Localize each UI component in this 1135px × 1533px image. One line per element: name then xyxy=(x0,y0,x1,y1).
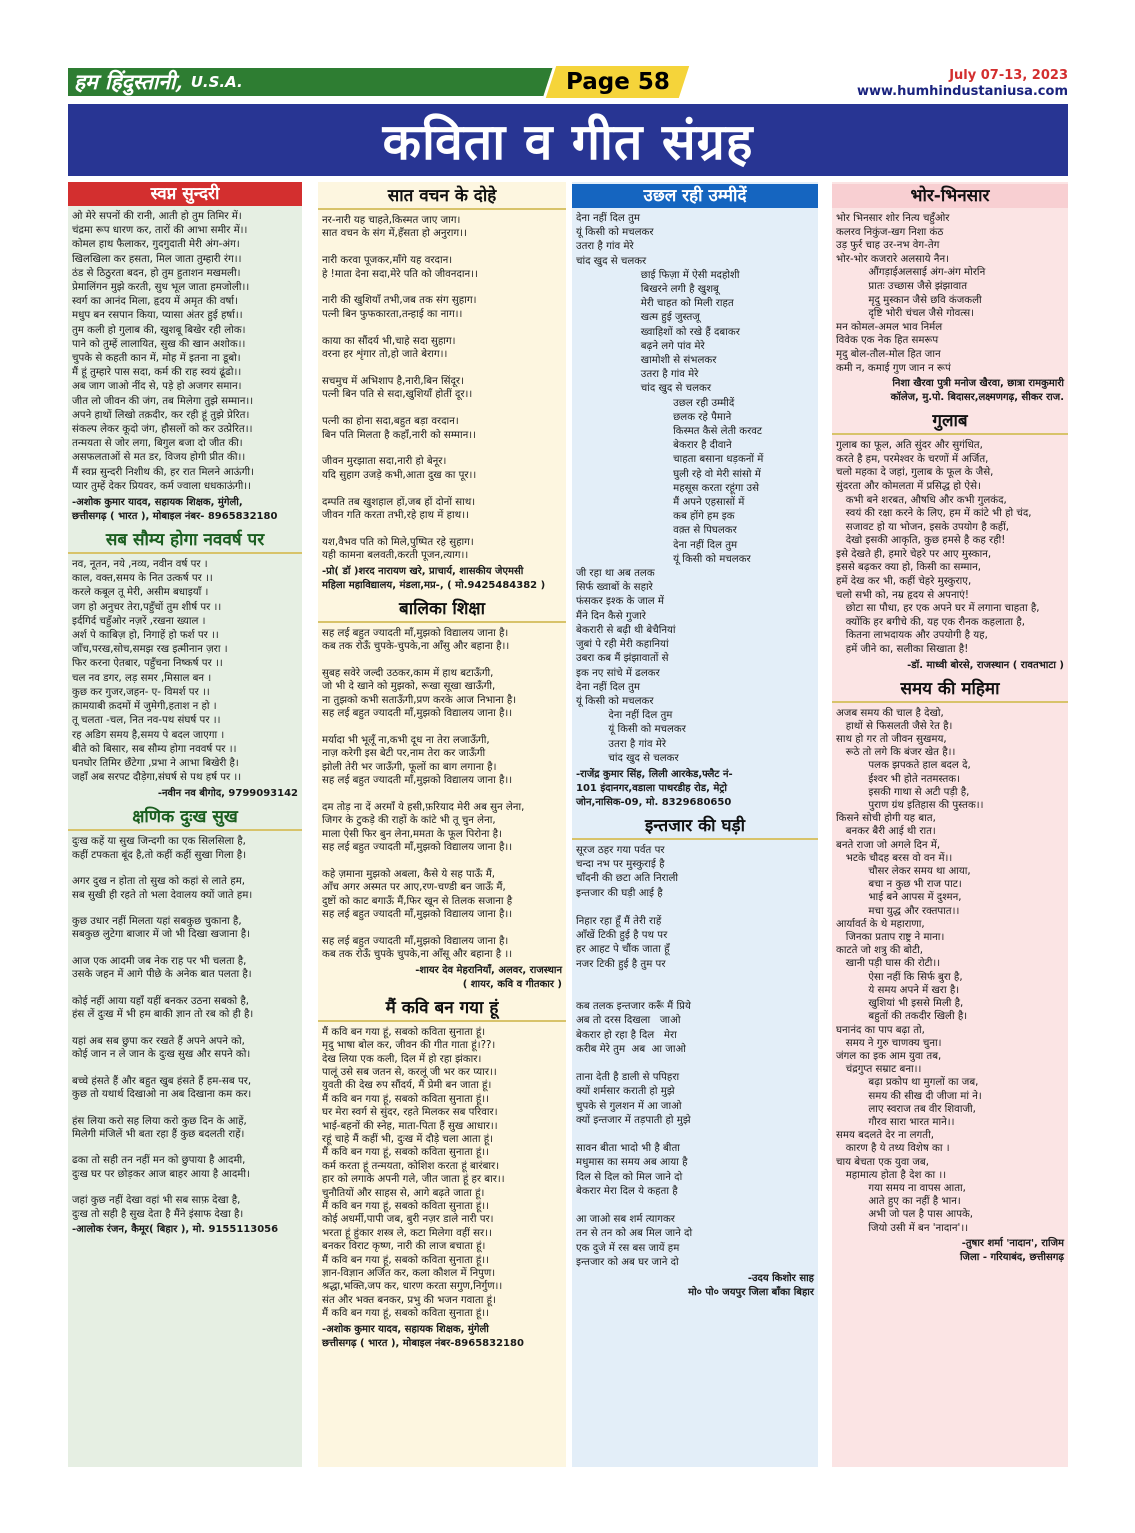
poem-title: इन्तजार की घड़ी xyxy=(572,814,818,840)
page-number-badge xyxy=(543,66,689,98)
poem-text: नव, नूतन, नये ,नव्य, नवीन वर्ष पर । काल, वक्त,समय के नित उत्कर्ष पर ।। करले कबूल तू मेरी, असीम बधाइयाँ । जग हो अनुचर तेरा,पहुँचों तुम शीर्ष पर ।। इर्दगिर्द चहुँओर नज़रें ,रखना ख्याल । अर्श पे काबिज़ हो, निगाहें हो फर्श पर ।। जाँच,परख,सोच,समझ रख इत्मीनान ज़रा । फिर करना ऐतबार, पहुँचना निष्कर्ष पर ।। चल नव डगर, लड़ समर ,मिसाल बन । कुछ कर गुजर,जहन- ए- विमर्श पर ।। क़ामयाबी क़दमों में जुमेगी,हताश न हो । तू चलता -चल, नित नव-पथ संघर्ष पर ।। रह अडिग समय है,समय पे बदल जाएगा । बीते को बिसार, सब सौम्य होगा नववर्ष पर ।। घनघोर तिमिर छँटेगा ,प्रभा ने आभा बिखेरी है। जहाँ अब सरपट दौड़ेगा,संघर्ष से पथ हर्ष पर ।। xyxy=(72,559,242,784)
issue-date: July 07-13, 2023 xyxy=(949,68,1068,83)
poem-title: समय की महिमा xyxy=(832,677,1068,703)
poem-title: सब सौम्य होगा नववर्ष पर xyxy=(68,528,302,554)
poem-text: मैं कवि बन गया हूं, सबको कविता सुनाता हूं। मृदु भाषा बोल कर, जीवन की गीत गाता हूं।??। देख लिया एक कली, दिल में हो रहा झंकार। पालूं उसे सब जतन से, करलूं जी भर कर प्यार।। युवती की देख रुप सौंदर्य, मैं प्रेमी बन जाता हूं। मैं कवि बन गया हूं, सबको कविता सुनाता हूं।। घर मेरा स्वर्ग से सुंदर, रहते मिलकर सब परिवार। भाई-बहनों की स्नेह, माता-पिता हैं सुख आधार।। रहूं चाहे मैं कहीं भी, दुःख में दौड़े चला आता हूं। मैं कवि बन गया हूं, सबको कविता सुनाता हूं।। कर्म करता हूं तन्मयता, कोशिश करता हूं बारंबार। हार को लगाके अपनी गले, जीत जाता हूं हर बार।। चुनौतियों और साहस से, आगे बढ़ते जाता हूं। मैं कवि बन गया हूं, सबको कविता सुनाता हूं।। कोई अधर्मी,पापी जब, बुरी नज़र डाले नारी पर। भरता हूं हुंकार शस्त्र ले, कटा मिलेगा वहीं सर।। बनकर विराट कृष्ण, नारी की लाज बचाता हूं। मैं कवि बन गया हूं, सबको कविता सुनाता हूं।। ज्ञान-विज्ञान अर्जित कर, कला कौशल में निपुण। श्रद्धा,भक्ति,जप कर, धारण करता सगुण,निर्गुण।। संत और भक्त बनकर, प्रभु की भजन गवाता हूं। मैं कवि बन गया हूं, सबको कविता सुनाता हूं।। xyxy=(322,1026,505,1320)
website-link[interactable]: www.humhindustaniusa.com xyxy=(856,84,1068,99)
page-number: Page 58 xyxy=(565,69,670,95)
poem-text: दुःख कहें या सुख जिन्दगी का एक सिलसिला है, कहीं टपकता बूंद है,तो कहीं कहीं सुखा गिला है। अगर दुख न होता तो सुख को कहां से लाते हम, सब सुखी ही रहते तो भला देवालय क्यों जाते हम। कुछ उधार नहीं मिलता यहां सबकुछ चुकाना है, सबकुछ लुटेगा बाजार में जो भी दिखा खजाना है। आज एक आदमी जब नेक राह पर भी चलता है, उसके जहन में आगे पीछे के अनेक बात पलता है। कोई नहीं आया यहाँ यहीं बनकर उठना सबको है, हंस लें दुःख में भी हम बाकी ज्ञान तो रब को ही है। यहां अब सब छुपा कर रखते हैं अपने अपने को, कोई जान न ले जान के दुःख सुख और सपने को। बच्चे हंसते हैं और बहुत खुब हंसते हैं हम-सब पर, कुछ तो यथार्थ दिखाओ ना अब दिखाना कम कर। हंस लिया करो सह लिया करो कुछ दिन के आहें, मिलेगी मंजिलें भी बता रहा हैं कुछ बदलती राहें। ढका तो सही तन नहीं मन को छुपाया है आदमी, दुःख घर पर छोड़कर आज बाहर आया है आदमी। जहां कुछ नहीं देखा वहां भी सब साफ़ देखा है, दुःख तो सही है सुख देता है मैंने इंसाफ देखा है। xyxy=(72,836,254,1220)
section-banner xyxy=(68,104,1068,176)
poem-title: गुलाब xyxy=(832,409,1068,435)
poem-author: निशा खैरवा पुत्री मनोज खैरवा, छात्रा रामकुमारी कॉलेज, मु.पो. बिदासर,लक्ष्मणगढ़, सीकर राज. xyxy=(890,378,1064,404)
poem-author: -अशोक कुमार यादव, सहायक शिक्षक, मुंगेली, छत्तीसगढ़ ( भारत ), मोबाइल नंबर- 8965832180 xyxy=(72,497,278,523)
page-title: कविता व गीत संग्रह xyxy=(382,113,754,171)
masthead-region: U.S.A. xyxy=(190,73,243,91)
poem-title: क्षणिक दुःख सुख xyxy=(68,805,302,831)
poem-text: ओ मेरे सपनों की रानी, आती हो तुम तिमिर में। चंद्रमा रूप धारण कर, तारों की आभा समीर में।। कोमल हाथ फैलाकर, गुदगुदाती मेरी अंग-अंग। खिलखिला कर हसता, मिल जाता तुम्हारी रंग।। ठंड से ठिठुरता बदन, हो तुम हुताशन मखमली। प्रेमालिंगन मुझे करती, सुध भूल जाता हमजोली।। स्वर्ग का आनंद मिला, हृदय में अमृत की वर्षा। मधुप बन रसपान किया, प्यासा अंतर हुई हर्षा।। तुम कली हो गुलाब की, खुशबू बिखेर रही लोक। पाने को तुम्हें लालायित, सुख की खान अशोक।। चुपके से कहती कान में, मोह में इतना ना डूबो। मैं हूं तुम्हारे पास सदा, कर्म की राह स्वयं ढूंढो।। अब जाग जाओ नींद से, पड़े हो अजगर समान। जीत लो जीवन की जंग, तब मिलेगा तुझे सम्मान।। अपने हाथों लिखो तक़दीर, कर रही हूं तुझे प्रेरित। संकल्प लेकर कूदो जंग, हौसलों को कर उत्प्रेरित।। तन्मयता से जोर लगा, बिगुल बजा दो जीत की। असफलताओं से मत डर, विजय होगी प्रीत की।। मैं स्वप्न सुन्दरी निशीथ की, हर रात मिलने आऊंगी। प्यार तुम्हें देकर प्रियवर, कर्म ज्वाला धधकाऊंगी।। xyxy=(72,211,254,492)
poem-title: उछल रही उम्मीदें xyxy=(572,184,818,208)
poem-author: -प्रो( डॉ )शरद नारायण खरे, प्राचार्य, शासकीय जेएमसी महिला महाविद्यालय, मंडला,मप्र-, ( मो.9425484382 ) xyxy=(322,565,546,591)
poem-author: -नवीन नव बीगोद, 9799093142 xyxy=(157,788,298,800)
column-4 xyxy=(832,182,1068,1467)
column-2 xyxy=(318,182,566,1467)
masthead-bar xyxy=(68,68,560,96)
poem-text: सूरज ठहर गया पर्वत पर चन्दा नभ पर मुस्कुराई है चाँदनी की छटा अति निराली इन्तजार की घड़ी आई है निहार रहा हूँ मैं तेरी राहें आँखें टिकी हुई है पथ पर हर आहट पे चौंक जाता हूँ नजर टिकी हुई है तुम पर कब तलक इन्तजार करूँ मैं प्रिये अब तो दरस दिखला जाओ बेकरार हो रहा है दिल मेरा करीब मेरे तुम अब आ जाओ ताना देती है डाली से पपिहरा क्यों शर्मसार कराती हो मुझे चुपके से गुलशन में आ जाओ क्यों इन्तजार में तड़पाती हो मुझे सावन बीता भादो भी है बीता मधुमास का समय अब आया है दिल से दिल को मिल जाने दो बेकरार मेरा दिल ये कहता है आ जाओ सब शर्म त्यागकर तन से तन को अब मिल जाने दो एक दुजे में रस बस जायें हम इन्तजार को अब घर जाने दो xyxy=(576,844,693,1268)
poem-author: -राजेंद्र कुमार सिंह, लिली आरकेड,फ्लैट नं- 101 इंदानगर,वडाला पाथरडीह रोड, मेट्रो जोन,नासिक-09, मो. 8329680650 xyxy=(576,768,733,808)
poem-title: स्वप्न सुन्दरी xyxy=(68,182,302,206)
poem-text: भोर भिनसार शोर नित्य चहुँओर कलरव निकुंज-खग निशा कंठ उड़ फुर्र चाह उर-नभ वेग-तेग भोर-भोर कजरारे अलसाये नैन। औंगड़ाईअलसाई अंग-अंग मोरनि प्रातः उच्छास जैसे झंझावात मृदु मुस्कान जैसे छवि कंजकली दृष्टि भोरी चंचल जैसे गोवत्स। मन कोमल-अमल भाव निर्मल विवेक एक नेक हित समरूप मृदु बोल-तौल-मोल हित जान कमी न, कमाई गुण जान न रूपं xyxy=(836,213,986,374)
poem-title: सात वचन के दोहे xyxy=(318,184,566,210)
poem-title: मैं कवि बन गया हूं xyxy=(318,996,566,1022)
poem-text: सह लई बहुत ज्यादती माँ,मुझको विद्यालय जाना है। कब तक रोऊँ चुपके-चुपके,ना आँसु और बहाना है।। सुबह सवेरे जल्दी उठकर,काम में हाथ बटाऊँगी, जो भी दे खाने को मुझको, रूखा सूखा खाऊँगी, ना तुझको कभी सताऊँगी,प्रण करके आज निभाना है। सह लई बहुत ज्यादती माँ,मुझको विद्यालय जाना है।। मर्यादा भी भूलूँ ना,कभी दूध ना तेरा लजाऊँगी, नाज़ करेगी इस बेटी पर,नाम तेरा कर जाऊँगी झोली तेरी भर जाऊँगी, फूलों का बाग लगाना है। सह लई बहुत ज्यादती माँ,मुझको विद्यालय जाना है।। दम तोड़ ना दें अरमाँ ये हसी,फ़रियाद मेरी अब सुन लेना, जिगर के टुकड़े की राहों के कांटे भी तू चुन लेना, माला ऐसी फिर बुन लेना,ममता के फूल पिरोना है। सह लई बहुत ज्यादती माँ,मुझको विद्यालय जाना है।। कहे ज़माना मुझको अबला, कैसे ये सह पाऊँ मैं, आँच अगर अस्मत पर आए,रण-चण्डी बन जाऊँ मैं, दुष्टों को काट बगाऊँ मैं,फिर खून से तिलक सजाना है सह लई बहुत ज्यादती माँ,मुझको विद्यालय जाना है।। सह लई बहुत ज्यादती माँ,मुझको विद्यालय जाना है। कब तक रोऊँ चुपके चुपके,ना आँसू और बहाना है ।। xyxy=(322,627,525,961)
poem-text: नर-नारी यह चाहते,किस्मत जाए जाग। सात वचन के संग में,हँसता हो अनुराग।। नारी करवा पूजकर,माँगे यह वरदान। हे !माता देना सदा,मेरे पति को जीवनदान।। नारी की खुशियाँ तभी,जब तक संग सुहाग। पत्नी बिन फुफकारता,तन्हाई का नाग।। काया का सौंदर्य भी,चाहे सदा सुहाग। वरना हर शृंगार तो,हो जाते बेराग।। सचमुच में अभिशाप है,नारी,बिन सिंदूर। पत्नी बिन पति से सदा,खुशियाँ होतीं दूर।। पत्नी का होना सदा,बहुत बड़ा वरदान। बिन पति मिलता है कहाँ,नारी को सम्मान।। जीवन मुरझाता सदा,नारी हो बेनूर। यदि सुहाग उजड़े कभी,आता दुख का पूर।। दम्पति तब खुशहाल हों,जब हों दोनों साथ। जीवन गति करता तभी,रहे हाथ में हाथ।। यश,वैभव पति को मिले,पुष्पित रहे सुहाग। यही कामना बलवती,करती पूजन,त्याग।। xyxy=(322,215,478,562)
poem-author: -अशोक कुमार यादव, सहायक शिक्षक, मुंगेली छत्तीसगढ़ ( भारत ), मोबाइल नंबर-8965832180 xyxy=(322,1323,524,1349)
column-3 xyxy=(572,182,818,1467)
column-1 xyxy=(68,182,302,1467)
poem-author: -तुषार शर्मा 'नादान', राजिम जिला - गरियाबंद, छत्तीसगढ़ xyxy=(959,1237,1064,1263)
poem-text: अजब समय की चाल है देखो, हाथों से फिसलती जैसे रेत है। साथ हो गर तो जीवन सुखमय, रूठे तो लगे कि बंजर खेत है।। पलक झपकते हाल बदल दे, ईश्वर भी होते नतमस्तक। इसकी गाथा से अटी पड़ी है, पुराण ग्रंथ इतिहास की पुस्तक।। किसने सोची होगी यह बात, बनकर बैरी आई थी रात। बनते राजा जो अगले दिन में, भटके चौदह बरस वो वन में।। चौसर लेकर समय था आया, बचा न कुछ भी राज पाट। भाई बने आपस में दुश्मन, मचा युद्ध और रक्तपात।। आर्यावर्त के थे महाराणा, जिनका प्रताप राष्ट्र ने माना। काटते जो शत्रु की बोटी, खानी पड़ी घास की रोटी।। ऐसा नहीं कि सिर्फ बुरा है, ये समय अपने में खरा है। खुशियां भी इससे मिली है, बहुतों की तकदीर खिली है। घनानंद का पाप बढ़ा तो, समय ने गुरु चाणक्य चुना। जंगल का इक आम युवा तब, चंद्रगुप्त सम्राट बना।। बढ़ा प्रकोप था मुगलों का जब, समय की सीख दी जीजा मां ने। लाए स्वराज तब वीर शिवाजी, गौरव सारा भारत माने।। समय बदलते देर ना लगती, कारण है ये तथ्य विशेष का । चाय बेचता एक युवा जब, महामात्य होता है देश का ।। गया समय ना वापस आता, आते हुए का नहीं है भान। अभी जो पल है पास आपके, जियो उसी में बन 'नादान'।। xyxy=(836,707,984,1234)
poem-text: देना नहीं दिल तुम यूं किसी को मचलकर उतरा है गांव मेरे चांद खुद से चलकर छाई फिज़ा में ऐसी मदहोशी बिखरने लगी है खुशबू मेरी चाहत को मिली राहत खत्म हुई जुस्तजू ख्वाहिशों को रखे हैं दबाकर बढ़ने लगे पांव मेरे खामोशी से संभलकर उतरा है गांव मेरे चांद खुद से चलकर उछल रही उम्मीदें छलक रहे पैमाने किस्मत कैसे लेती करवट बेकरार है दीवाने चाहता बसाना धड़कनों में घुली रहे वो मेरी सांसो में महसूस करता रहूंगा उसे मैं अपने एहसासों में कब होंगे हम इक वक़्त से पिघलकर देना नहीं दिल तुम यूं किसी को मचलकर जी रहा था अब तलक सिर्फ ख्वाबों के सहारे फंसकर इश्क के जाल में मैंने दिन कैसे गुजारे बेकरारी से बढ़ी थी बेचैनियां जुबां पे रही मेरी कहानियां उबरा कब मैं झंझावातों से इक नए सांचे में ढलकर देना नहीं दिल तुम यूं किसी को मचलकर देना नहीं दिल तुम यूं किसी को मचलकर उतरा है गांव मेरे चांद खुद से चलकर xyxy=(576,213,764,764)
poem-title: भोर-भिनसार xyxy=(832,184,1068,208)
masthead-brand: हम हिंदुस्तानी, xyxy=(74,69,183,94)
poem-author: -उदय किशोर साह मो० पो० जयपुर जिला बाँका बिहार xyxy=(688,1273,814,1299)
poem-author: -शायर देव मेहरानियाँ, अलवर, राजस्थान ( शायर, कवि व गीतकार ) xyxy=(415,964,562,990)
poem-author: -आलोक रंजन, कैमूर( बिहार ), मो. 9155113056 xyxy=(72,1223,279,1235)
poem-title: बालिका शिक्षा xyxy=(318,597,566,623)
poem-text: गुलाब का फूल, अति सुंदर और सुगंधित, करते है हम, परमेश्वर के चरणों में अर्जित, चलो महका दे जहां, गुलाब के फूल के जैसे, सुंदरता और कोमलता में प्रसिद्ध हो ऐसे। कभी बने शरबत, औषधि और कभी गुलकंद, स्वयं की रक्षा करने के लिए, हम में कांटे भी हो चंद, सजावट हो या भोजन, इसके उपयोग है कहीं, देखो इसकी आकृति, कुछ हमसे है कह रही! इसे देखते ही, हमारे चेहरे पर आए मुस्कान, इससे बढ़कर क्या हो, किसी का सम्मान, हमें देख कर भी, कहीं चेहरे मुस्कुराए, चलो सभी को, नम्र हृदय से अपनाएं! छोटा सा पौधा, हर एक अपने घर में लगाना चाहता है, क्योंकि हर बगीचे की, यह एक रौनक कहलाता है, कितना लाभदायक और उपयोगी है यह, हमें जीने का, सलीका सिखाता है! xyxy=(836,440,1040,656)
poem-author: -डॉ. माध्वी बोरसे, राजस्थान ( रावतभाटा ) xyxy=(907,659,1064,671)
